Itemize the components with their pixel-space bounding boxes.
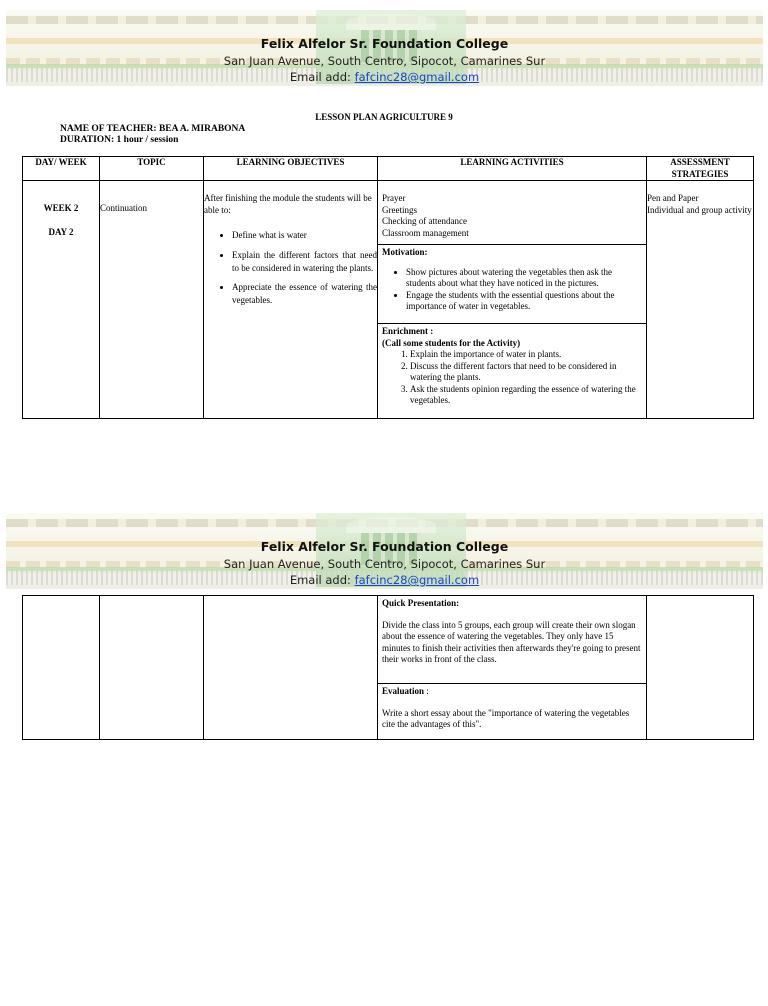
activity-attendance: Checking of attendance [382,216,467,226]
quick-presentation-label: Quick Presentation: [382,598,460,608]
quick-presentation-section [378,596,646,683]
college-email-line: Email add: fafcinc28@gmail.com [289,573,480,587]
email-link[interactable]: fafcinc28@gmail.com [354,70,480,84]
day-week-cell-empty [23,596,100,740]
activity-prayer: Prayer [382,193,406,203]
college-email-line: Email add: fafcinc28@gmail.com [289,70,480,84]
week-label: WEEK 2 [43,203,79,213]
day-week-cell [23,181,100,419]
motivation-label: Motivation: [382,247,428,257]
objectives-cell [204,181,378,419]
list-item: 3. Ask the students opinion regarding the essence of watering the vegetables. [410,384,642,407]
topic-cell-empty [100,596,204,740]
objectives-cell-empty [204,596,378,740]
evaluation-section [378,683,646,733]
table-header-row [23,157,754,181]
college-header-banner [6,10,763,86]
activity-greetings: Greetings [382,204,417,215]
teacher-name: NAME OF TEACHER: BEA A. MIRABONA [60,124,246,134]
table-row [23,181,754,419]
activities-cell [378,181,647,419]
lesson-plan-table [22,156,754,419]
quick-presentation-text: Divide the class into 5 groups, each group will create their own slogan about the essence of watering the vegetables. They only have 15 minutes to finish their activities then afterwards they're going to present their works in front of the class. [382,619,641,664]
assessment-cell-empty [647,596,754,740]
college-address: San Juan Avenue, South Centro, Sipocot, Camarines Sur [223,54,546,68]
motivation-section [378,244,646,323]
college-header-banner-page-2 [6,513,763,589]
topic-text: Continuation [100,203,147,213]
list-item: 1. Explain the importance of water in plants. [410,349,642,361]
day-label: DAY 2 [48,226,74,237]
assessment-item: Pen and Paper [647,193,699,203]
college-address: San Juan Avenue, South Centro, Sipocot, Camarines Sur [223,557,546,571]
email-link[interactable]: fafcinc28@gmail.com [354,573,480,587]
college-name: Felix Alfelor Sr. Foundation College [260,36,509,51]
list-item: • Engage the students with the essential questions about the importance of water in vegetables. [406,290,642,313]
enrichment-sublabel: (Call some students for the Activity) [382,337,521,348]
enrichment-label: Enrichment : [382,326,434,336]
objectives-intro: After finishing the module the students will be able to: [204,193,372,215]
lesson-plan-table-continued [22,595,754,740]
list-item: • Appreciate the essence of watering the vegetables. [232,281,377,307]
evaluation-text: Write a short essay about the "importance of watering the vegetables cite the advantages of this". [382,707,630,729]
table-row [23,596,754,740]
enrichment-list [382,349,642,407]
objectives-list [204,229,377,307]
activity-classroom-management: Classroom management [382,227,469,238]
header-topic: TOPIC [100,157,204,181]
list-item: • Show pictures about watering the vegetables then ask the students about what they have noticed in the pictures. [406,267,642,290]
duration: DURATION: 1 hour / session [60,135,179,145]
motivation-list [382,267,642,313]
list-item: • Define what is water [232,229,377,242]
list-item: • Explain the different factors that need to be considered in watering the plants. [232,249,377,275]
header-learning-activities: LEARNING ACTIVITIES [378,157,647,181]
activities-cell [378,596,647,740]
enrichment-section [378,323,646,409]
topic-cell [100,181,204,419]
header-assessment-strategies: ASSESSMENT STRATEGIES [647,157,754,181]
college-name: Felix Alfelor Sr. Foundation College [260,539,509,554]
assessment-cell [647,181,754,419]
lesson-plan-title: LESSON PLAN AGRICULTURE 9 [315,112,453,122]
header-day-week: DAY/ WEEK [23,157,100,181]
assessment-item: Individual and group activity [647,204,752,215]
list-item: 2. Discuss the different factors that need to be considered in watering the plants. [410,361,642,384]
header-learning-objectives: LEARNING OBJECTIVES [204,157,378,181]
evaluation-label: Evaluation : [382,686,429,696]
activities-intro [378,181,646,244]
